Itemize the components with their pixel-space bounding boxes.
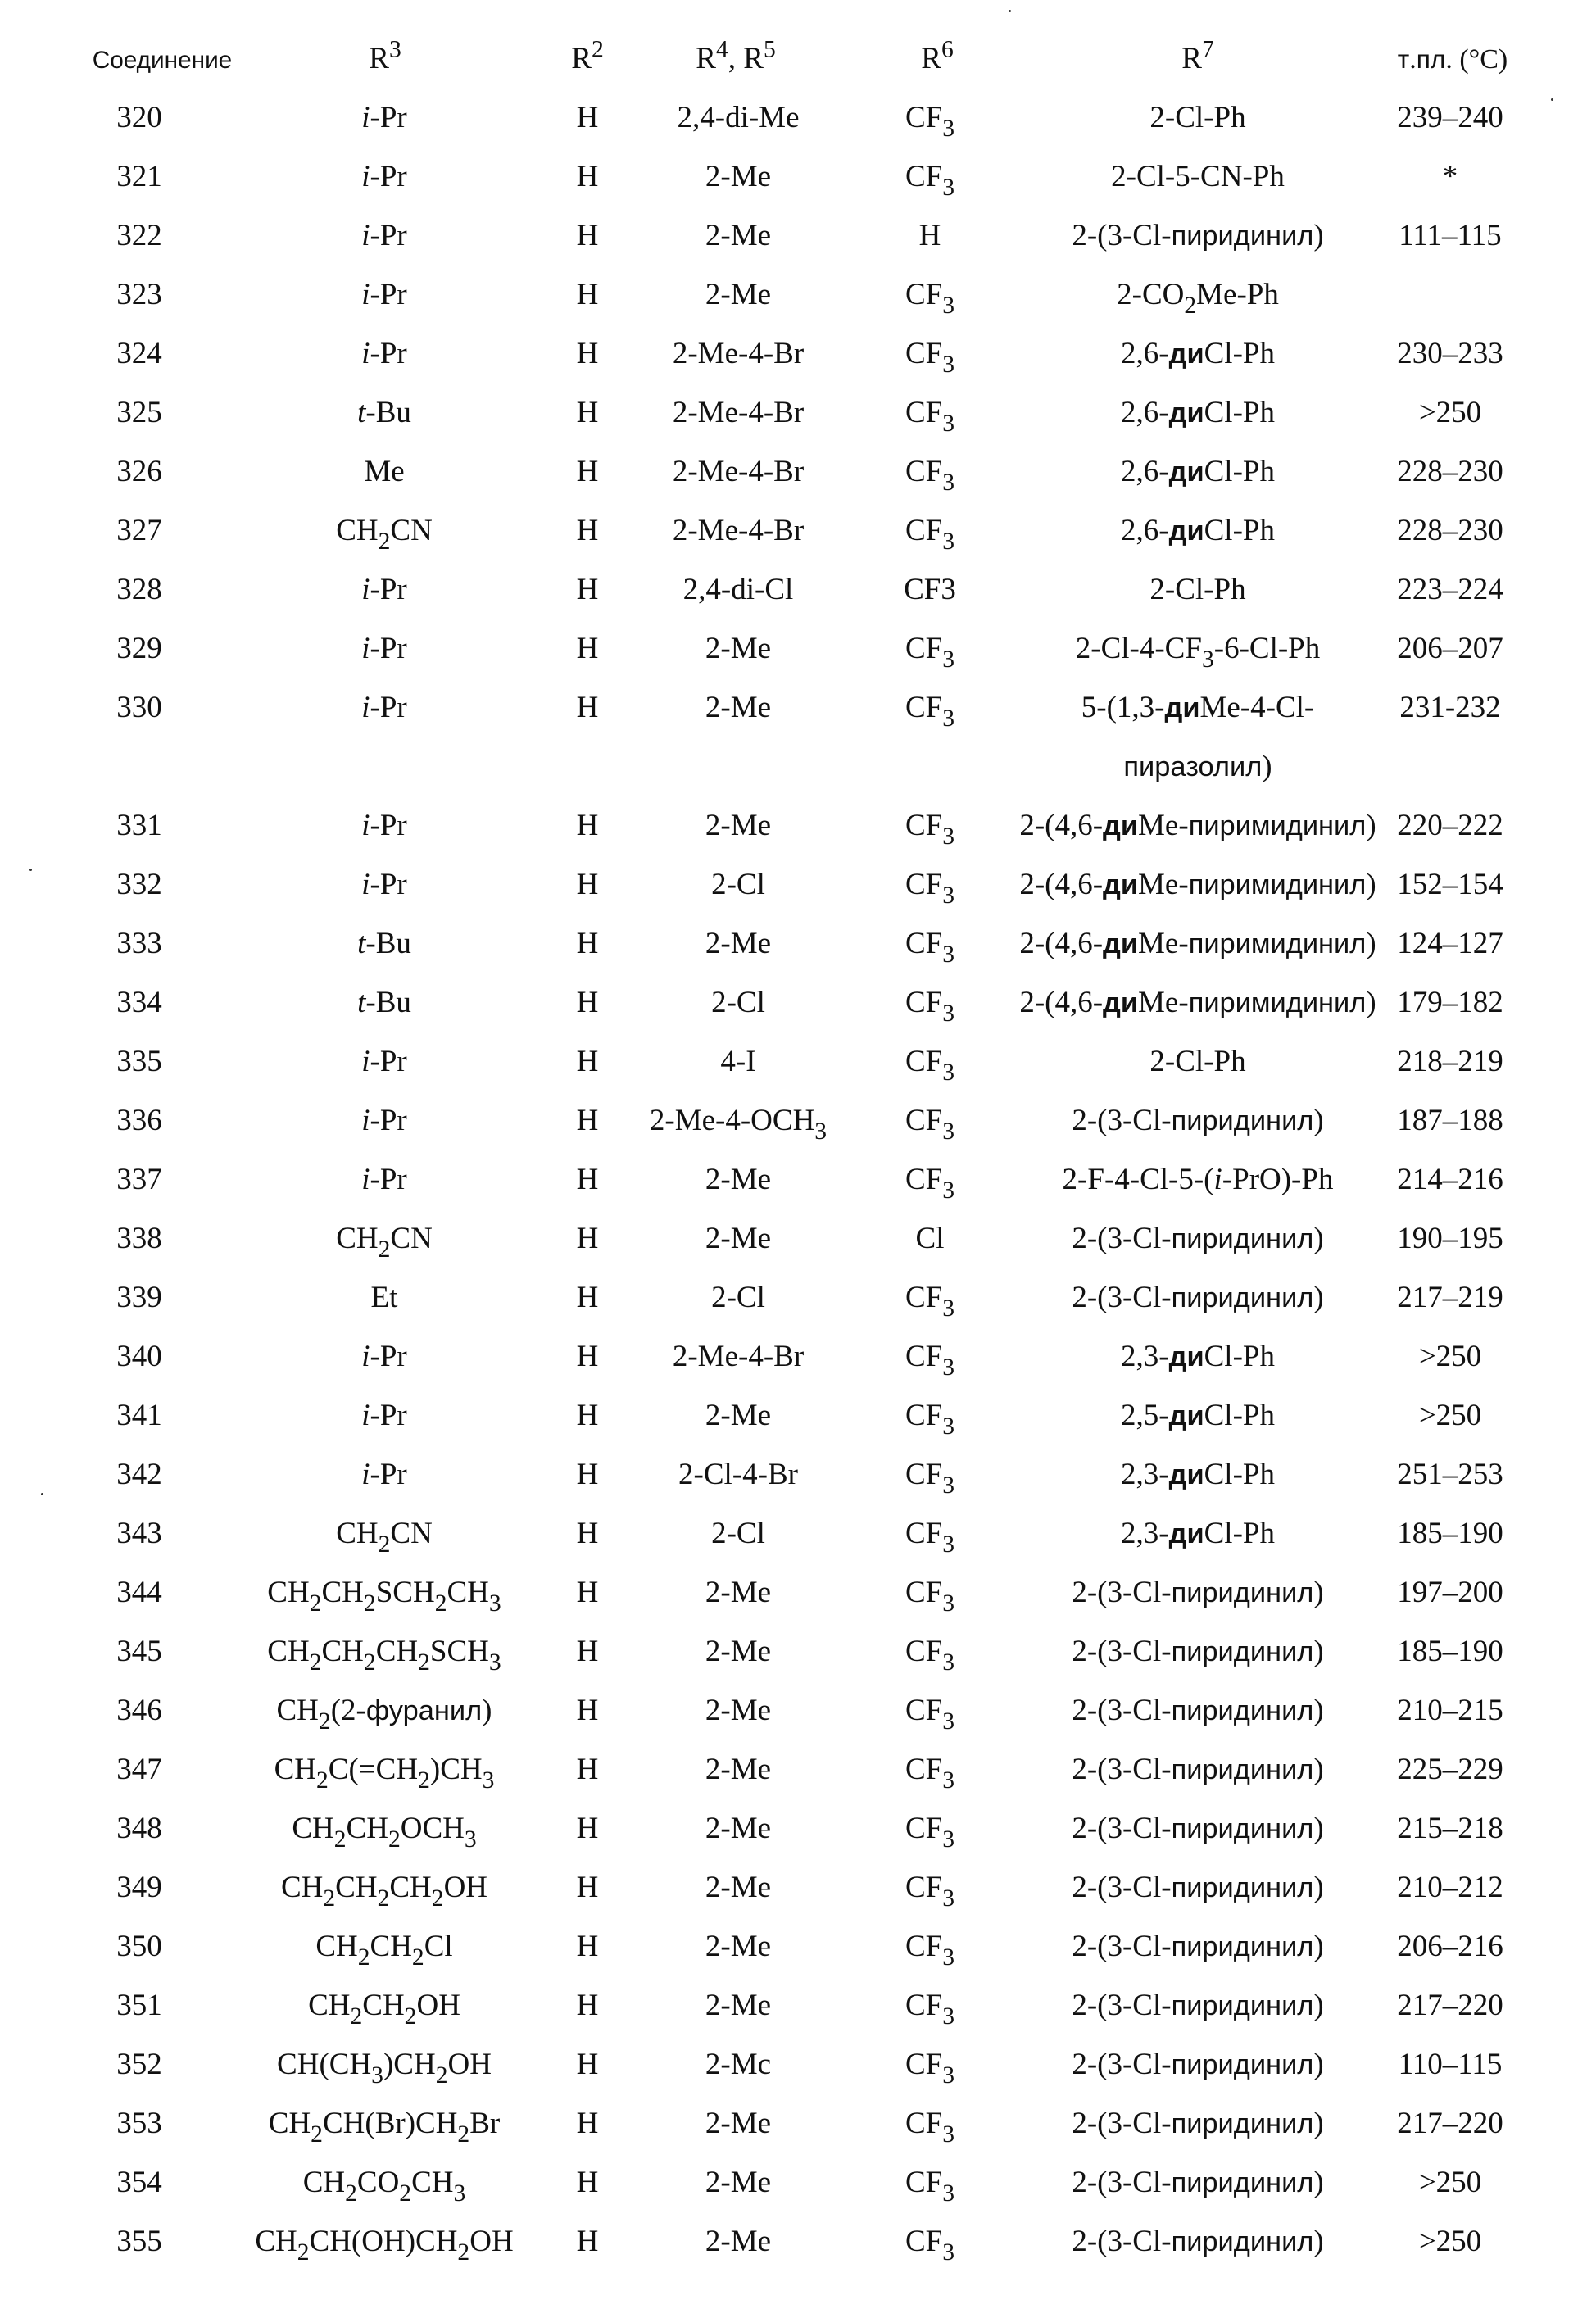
r6-cell: $CF_3$: [905, 868, 955, 910]
r7-cell: 5-(1,3-диMe-4-Cl-: [1081, 691, 1315, 724]
table-row: [0, 2035, 1596, 2094]
compound-number-cell: 341: [116, 1399, 162, 1432]
r2-cell: H: [576, 986, 599, 1019]
compound-number-cell: 335: [116, 1045, 162, 1078]
r4-r5-cell: 2-Me: [705, 2166, 772, 2199]
r7-cell: 2-Cl-Ph: [1149, 101, 1246, 134]
r2-cell: H: [576, 455, 599, 488]
table-row: [0, 1563, 1596, 1622]
r3-cell: $CH_2CH(OH)CH_2OH$: [255, 2225, 514, 2266]
melting-point-cell: 152–154: [1397, 868, 1503, 901]
compound-number-cell: 354: [116, 2166, 162, 2199]
r7-cell: 2-Cl-Ph: [1149, 573, 1246, 606]
melting-point-cell: 215–218: [1397, 1812, 1503, 1845]
melting-point-cell: 124–127: [1397, 927, 1503, 960]
r3-cell: i-Pr: [361, 1104, 407, 1137]
r4-r5-cell: 2-Me: [705, 1989, 772, 2022]
r6-cell: $CF_3$: [905, 1163, 955, 1204]
compound-number-cell: 326: [116, 455, 162, 488]
r6-cell: $CF_3$: [905, 1812, 955, 1853]
r6-cell: $CF_3$: [905, 691, 955, 733]
r4-r5-cell: 2-Cl: [711, 1517, 765, 1550]
r6-cell: $CF_3$: [905, 927, 955, 968]
table-row: [0, 1917, 1596, 1976]
r2-cell: H: [576, 573, 599, 606]
r4-r5-cell: 2-Me: [705, 1222, 772, 1255]
r2-cell: H: [576, 1871, 599, 1904]
r4-r5-cell: 2-Cl: [711, 1281, 765, 1314]
r7-cell: $2-CO_2Me-Ph$: [1117, 278, 1279, 320]
r6-cell: $CF_3$: [905, 986, 955, 1027]
compound-number-cell: 333: [116, 927, 162, 960]
r7-cell: 2-(3-Cl-пиридинил): [1072, 2225, 1324, 2258]
melting-point-cell: >250: [1418, 396, 1482, 429]
r7-cell: 2-(3-Cl-пиридинил): [1072, 1753, 1324, 1786]
r3-cell: $CH_2CO_2CH_3$: [302, 2166, 466, 2207]
r4-r5-cell: 2,4-di-Me: [677, 101, 800, 134]
r3-cell: i-Pr: [361, 1340, 407, 1373]
table-row: [0, 1740, 1596, 1799]
table-row: [0, 560, 1596, 619]
r6-cell: $CF_3$: [905, 337, 955, 379]
r3-cell: i-Pr: [361, 809, 407, 842]
r7-cell: 2-F-4-Cl-5-(i-PrO)-Ph: [1062, 1163, 1334, 1196]
melting-point-cell: 206–216: [1397, 1930, 1503, 1963]
r7-cell: 2-(3-Cl-пиридинил): [1072, 1930, 1324, 1963]
r4-r5-cell: 2-Me-4-Br: [672, 396, 805, 429]
r6-cell: $CF_3$: [905, 1576, 955, 1617]
r7-cell: 2,6-диCl-Ph: [1121, 514, 1275, 547]
compound-number-cell: 325: [116, 396, 162, 429]
r2-cell: H: [576, 1517, 599, 1550]
r4-r5-cell: 2,4-di-Cl: [682, 573, 794, 606]
melting-point-cell: 251–253: [1397, 1458, 1503, 1491]
r2-cell: H: [576, 2225, 599, 2258]
compound-number-cell: 346: [116, 1694, 162, 1727]
r4-r5-cell: 2-Cl: [711, 986, 765, 1019]
r6-cell: $CF_3$: [905, 1989, 955, 2030]
melting-point-cell: >250: [1418, 2166, 1482, 2199]
r2-cell: H: [576, 1930, 599, 1963]
r3-cell: i-Pr: [361, 1399, 407, 1432]
r7-cell: 2-(3-Cl-пиридинил): [1072, 1576, 1324, 1609]
r3-cell: t-Bu: [357, 986, 411, 1019]
r3-cell: t-Bu: [357, 396, 411, 429]
r6-cell: $CF_3$: [905, 1753, 955, 1794]
r6-cell: $CF_3$: [905, 1517, 955, 1558]
r4-r5-cell: 2-Me-4-Br: [672, 337, 805, 370]
table-row: [0, 1622, 1596, 1681]
r2-cell: H: [576, 1812, 599, 1845]
table-row: [0, 1032, 1596, 1091]
r4-r5-cell: 2-Me: [705, 1576, 772, 1609]
r7-cell: 2-(3-Cl-пиридинил): [1072, 1635, 1324, 1668]
r3-cell: $CH_2C(=CH_2)CH_3$: [274, 1753, 495, 1794]
r3-cell: $CH_2CH_2SCH_2CH_3$: [267, 1576, 501, 1617]
compound-number-cell: 347: [116, 1753, 162, 1786]
compound-number-cell: 351: [116, 1989, 162, 2022]
melting-point-cell: 210–212: [1397, 1871, 1503, 1904]
table-row: [0, 147, 1596, 206]
r6-cell: $CF_3$: [905, 2225, 955, 2266]
r4-r5-cell: 2-Me-4-Br: [672, 1340, 805, 1373]
r2-cell: H: [576, 101, 599, 134]
r7-cell: 2-(3-Cl-пиридинил): [1072, 1104, 1324, 1137]
r6-cell: $CF_3$: [905, 514, 955, 556]
melting-point-cell: 185–190: [1397, 1517, 1503, 1550]
melting-point-cell: 179–182: [1397, 986, 1503, 1019]
melting-point-cell: 230–233: [1397, 337, 1503, 370]
r3-cell: $CH_2CN$: [336, 1517, 433, 1558]
header-melting-point: т.пл. (°C): [1397, 44, 1508, 75]
melting-point-cell: 110–115: [1398, 2048, 1503, 2081]
r6-cell: $CF_3$: [905, 278, 955, 320]
table-row: [0, 855, 1596, 914]
r7-cell: 2-(4,6-диMe-пиримидинил): [1019, 868, 1376, 901]
r6-cell: $CF_3$: [905, 632, 955, 674]
header-r3: $R^3$: [369, 36, 401, 75]
r4-r5-cell: 2-Me: [705, 1871, 772, 1904]
r3-cell: i-Pr: [361, 573, 407, 606]
table-row: [0, 1976, 1596, 2035]
table-row: [0, 1268, 1596, 1327]
r4-r5-cell: 2-Me: [705, 278, 772, 311]
r2-cell: H: [576, 2107, 599, 2140]
r6-cell: CF3: [904, 573, 956, 606]
r2-cell: H: [576, 396, 599, 429]
compound-number-cell: 348: [116, 1812, 162, 1845]
r3-cell: $CH_2CH_2OCH_3$: [292, 1812, 477, 1853]
r7-cell: 2-(3-Cl-пиридинил): [1072, 2166, 1324, 2199]
r3-cell: i-Pr: [361, 219, 407, 252]
r3-cell: Et: [370, 1281, 398, 1314]
compound-number-cell: 321: [116, 160, 162, 193]
r3-cell: i-Pr: [361, 1045, 407, 1078]
table-row: [0, 2094, 1596, 2153]
r3-cell: $CH_2(2-фуранил)$: [276, 1694, 492, 1735]
r3-cell: i-Pr: [361, 278, 407, 311]
compound-number-cell: 336: [116, 1104, 162, 1137]
r4-r5-cell: 2-Me: [705, 927, 772, 960]
r3-cell: $CH(CH_3)CH_2OH$: [277, 2048, 492, 2089]
compound-table: [0, 29, 1596, 2271]
r6-cell: $CF_3$: [905, 1399, 955, 1440]
r7-cell: 2-(4,6-диMe-пиримидинил): [1019, 986, 1376, 1019]
melting-point-cell: 220–222: [1397, 809, 1503, 842]
r2-cell: H: [576, 1399, 599, 1432]
table-row: [0, 796, 1596, 855]
melting-point-cell: 228–230: [1397, 455, 1503, 488]
melting-point-cell: 214–216: [1397, 1163, 1503, 1196]
compound-number-cell: 355: [116, 2225, 162, 2258]
r4-r5-cell: 4-I: [720, 1045, 756, 1078]
r4-r5-cell: 2-Me-4-Br: [672, 455, 805, 488]
header-compound: Соединение: [92, 47, 233, 74]
r7-cell: 2-(3-Cl-пиридинил): [1072, 1871, 1324, 1904]
table-row: [0, 1091, 1596, 1150]
melting-point-cell: 185–190: [1397, 1635, 1503, 1668]
r2-cell: H: [576, 691, 599, 724]
melting-point-cell: 223–224: [1397, 573, 1503, 606]
r2-cell: H: [576, 1635, 599, 1668]
melting-point-cell: 197–200: [1397, 1576, 1503, 1609]
melting-point-cell: 210–215: [1397, 1694, 1503, 1727]
compound-number-cell: 327: [116, 514, 162, 547]
r2-cell: H: [576, 1576, 599, 1609]
r3-cell: i-Pr: [361, 868, 407, 901]
r2-cell: H: [576, 1989, 599, 2022]
r7-cell: 2,3-диCl-Ph: [1121, 1340, 1275, 1373]
r7-cell: 2,5-диCl-Ph: [1121, 1399, 1275, 1432]
table-row: [0, 206, 1596, 265]
compound-number-cell: 332: [116, 868, 162, 901]
compound-number-cell: 331: [116, 809, 162, 842]
r6-cell: $CF_3$: [905, 2048, 955, 2089]
melting-point-cell: 239–240: [1397, 101, 1503, 134]
table-row: [0, 1504, 1596, 1563]
table-row: [0, 1445, 1596, 1504]
r2-cell: H: [576, 514, 599, 547]
r6-cell: $CF_3$: [905, 455, 955, 497]
r7-cell: 2,6-диCl-Ph: [1121, 337, 1275, 370]
compound-number-cell: 343: [116, 1517, 162, 1550]
r6-cell: $CF_3$: [905, 1281, 955, 1322]
table-row-continuation: [0, 737, 1596, 796]
r4-r5-cell: 2-Mc: [705, 2048, 772, 2081]
r4-r5-cell: 2-Me: [705, 632, 772, 665]
r2-cell: H: [576, 927, 599, 960]
r2-cell: H: [576, 278, 599, 311]
r6-cell: $CF_3$: [905, 1871, 955, 1912]
r4-r5-cell: 2-Me: [705, 2107, 772, 2140]
table-row: [0, 324, 1596, 383]
melting-point-cell: 231-232: [1399, 691, 1501, 724]
melting-point-cell: 111–115: [1399, 219, 1502, 252]
table-row: [0, 1799, 1596, 1858]
r4-r5-cell: 2-Me: [705, 160, 772, 193]
table-row: [0, 501, 1596, 560]
melting-point-cell: 217–220: [1397, 2107, 1503, 2140]
r4-r5-cell: 2-Me: [705, 1399, 772, 1432]
table-row: [0, 1681, 1596, 1740]
table-row: [0, 1327, 1596, 1386]
r7-cell: 2-(3-Cl-пиридинил): [1072, 1694, 1324, 1727]
table-row: [0, 678, 1596, 737]
compound-number-cell: 350: [116, 1930, 162, 1963]
header-r4-r5: $R^4$, $R^5$: [696, 36, 776, 75]
r2-cell: H: [576, 219, 599, 252]
r4-r5-cell: 2-Me: [705, 1635, 772, 1668]
melting-point-cell: >250: [1418, 2225, 1482, 2258]
r2-cell: H: [576, 1104, 599, 1137]
compound-number-cell: 334: [116, 986, 162, 1019]
scan-speck: [1009, 10, 1011, 12]
r7-cell-continuation: пиразолил): [1123, 750, 1272, 783]
melting-point-cell: 187–188: [1397, 1104, 1503, 1137]
r3-cell: $CH_2CH_2Cl$: [315, 1930, 453, 1971]
r7-cell: 2-(3-Cl-пиридинил): [1072, 1989, 1324, 2022]
r3-cell: i-Pr: [361, 101, 407, 134]
table-row: [0, 265, 1596, 324]
r3-cell: i-Pr: [361, 1458, 407, 1491]
melting-point-cell: >250: [1418, 1340, 1482, 1373]
compound-number-cell: 324: [116, 337, 162, 370]
r4-r5-cell: 2-Me-4-Br: [672, 514, 805, 547]
r7-cell: 2-Cl-Ph: [1149, 1045, 1246, 1078]
r7-cell: $2-Cl-4-CF_3-6-Cl-Ph$: [1075, 632, 1321, 674]
compound-number-cell: 337: [116, 1163, 162, 1196]
compound-number-cell: 352: [116, 2048, 162, 2081]
r6-cell: $CF_3$: [905, 809, 955, 851]
r4-r5-cell: 2-Me: [705, 1163, 772, 1196]
melting-point-cell: 225–229: [1397, 1753, 1503, 1786]
compound-number-cell: 353: [116, 2107, 162, 2140]
r6-cell: $CF_3$: [905, 101, 955, 143]
compound-number-cell: 320: [116, 101, 162, 134]
compound-number-cell: 339: [116, 1281, 162, 1314]
r2-cell: H: [576, 632, 599, 665]
header-r7: $R^7$: [1181, 36, 1214, 75]
r6-cell: Cl: [915, 1222, 945, 1255]
r6-cell: $CF_3$: [905, 396, 955, 438]
melting-point-cell: 228–230: [1397, 514, 1503, 547]
r3-cell: $CH_2CN$: [336, 514, 433, 556]
r6-cell: H: [918, 219, 941, 252]
compound-number-cell: 342: [116, 1458, 162, 1491]
r2-cell: H: [576, 1281, 599, 1314]
compound-number-cell: 330: [116, 691, 162, 724]
r7-cell: 2-Cl-5-CN-Ph: [1111, 160, 1285, 193]
table-row: [0, 973, 1596, 1032]
table-row: [0, 619, 1596, 678]
r6-cell: $CF_3$: [905, 1694, 955, 1735]
r4-r5-cell: 2-Me: [705, 1812, 772, 1845]
r2-cell: H: [576, 2166, 599, 2199]
r2-cell: H: [576, 1694, 599, 1727]
compound-number-cell: 349: [116, 1871, 162, 1904]
r2-cell: H: [576, 1045, 599, 1078]
r2-cell: H: [576, 2048, 599, 2081]
table-row: [0, 1386, 1596, 1445]
r3-cell: $CH_2CH_2CH_2SCH_3$: [267, 1635, 501, 1676]
r3-cell: $CH_2CH(Br)CH_2Br$: [268, 2107, 501, 2148]
r3-cell: $CH_2CN$: [336, 1222, 433, 1263]
r2-cell: H: [576, 809, 599, 842]
r6-cell: $CF_3$: [905, 1458, 955, 1499]
r6-cell: $CF_3$: [905, 2166, 955, 2207]
r4-r5-cell: 2-Cl-4-Br: [678, 1458, 798, 1491]
r4-r5-cell: $2-Me-4-OCH_3$: [649, 1104, 827, 1145]
r4-r5-cell: 2-Me: [705, 1930, 772, 1963]
r6-cell: $CF_3$: [905, 160, 955, 202]
r7-cell: 2-(4,6-диMe-пиримидинил): [1019, 809, 1376, 842]
r3-cell: i-Pr: [361, 160, 407, 193]
r2-cell: H: [576, 1340, 599, 1373]
r4-r5-cell: 2-Cl: [711, 868, 765, 901]
table-row: [0, 1150, 1596, 1209]
melting-point-cell: 190–195: [1397, 1222, 1503, 1255]
r3-cell: Me: [364, 455, 405, 488]
r4-r5-cell: 2-Me: [705, 219, 772, 252]
melting-point-cell: 217–219: [1397, 1281, 1503, 1314]
r4-r5-cell: 2-Me: [705, 809, 772, 842]
r2-cell: H: [576, 160, 599, 193]
r7-cell: 2-(4,6-диMe-пиримидинил): [1019, 927, 1376, 960]
r7-cell: 2,6-диCl-Ph: [1121, 455, 1275, 488]
r7-cell: 2-(3-Cl-пиридинил): [1072, 2048, 1324, 2081]
melting-point-cell: 206–207: [1397, 632, 1503, 665]
melting-point-cell: 217–220: [1397, 1989, 1503, 2022]
r3-cell: i-Pr: [361, 1163, 407, 1196]
r6-cell: $CF_3$: [905, 1930, 955, 1971]
r3-cell: i-Pr: [361, 337, 407, 370]
r3-cell: i-Pr: [361, 632, 407, 665]
r7-cell: 2,3-диCl-Ph: [1121, 1458, 1275, 1491]
table-row: [0, 2212, 1596, 2271]
r4-r5-cell: 2-Me: [705, 1694, 772, 1727]
compound-number-cell: 328: [116, 573, 162, 606]
compound-number-cell: 344: [116, 1576, 162, 1609]
r7-cell: 2,6-диCl-Ph: [1121, 396, 1275, 429]
table-row: [0, 1209, 1596, 1268]
r6-cell: $CF_3$: [905, 1635, 955, 1676]
table-header-row: [0, 29, 1596, 88]
r3-cell: t-Bu: [357, 927, 411, 960]
table-row: [0, 88, 1596, 147]
r7-cell: 2-(3-Cl-пиридинил): [1072, 2107, 1324, 2140]
r6-cell: $CF_3$: [905, 1340, 955, 1381]
r7-cell: 2-(3-Cl-пиридинил): [1072, 219, 1324, 252]
compound-number-cell: 340: [116, 1340, 162, 1373]
r7-cell: 2-(3-Cl-пиридинил): [1072, 1812, 1324, 1845]
header-r6: $R^6$: [921, 36, 954, 75]
table-row: [0, 914, 1596, 973]
r2-cell: H: [576, 1458, 599, 1491]
table-row: [0, 442, 1596, 501]
r6-cell: $CF_3$: [905, 2107, 955, 2148]
melting-point-cell: 218–219: [1397, 1045, 1503, 1078]
r6-cell: $CF_3$: [905, 1104, 955, 1145]
melting-point-cell: *: [1442, 160, 1458, 193]
r4-r5-cell: 2-Me: [705, 1753, 772, 1786]
compound-number-cell: 345: [116, 1635, 162, 1668]
r6-cell: $CF_3$: [905, 1045, 955, 1086]
r2-cell: H: [576, 1163, 599, 1196]
r3-cell: $CH_2CH_2CH_2OH$: [280, 1871, 488, 1912]
compound-number-cell: 338: [116, 1222, 162, 1255]
r4-r5-cell: 2-Me: [705, 2225, 772, 2258]
compound-number-cell: 329: [116, 632, 162, 665]
r4-r5-cell: 2-Me: [705, 691, 772, 724]
table-row: [0, 1858, 1596, 1917]
r3-cell: i-Pr: [361, 691, 407, 724]
melting-point-cell: >250: [1418, 1399, 1482, 1432]
r2-cell: H: [576, 868, 599, 901]
r3-cell: $CH_2CH_2OH$: [308, 1989, 460, 2030]
r2-cell: H: [576, 337, 599, 370]
r2-cell: H: [576, 1222, 599, 1255]
r7-cell: 2-(3-Cl-пиридинил): [1072, 1281, 1324, 1314]
r7-cell: 2,3-диCl-Ph: [1121, 1517, 1275, 1550]
compound-number-cell: 323: [116, 278, 162, 311]
header-r2: $R^2$: [571, 36, 604, 75]
r7-cell: 2-(3-Cl-пиридинил): [1072, 1222, 1324, 1255]
compound-number-cell: 322: [116, 219, 162, 252]
table-row: [0, 383, 1596, 442]
table-row: [0, 2153, 1596, 2212]
r2-cell: H: [576, 1753, 599, 1786]
